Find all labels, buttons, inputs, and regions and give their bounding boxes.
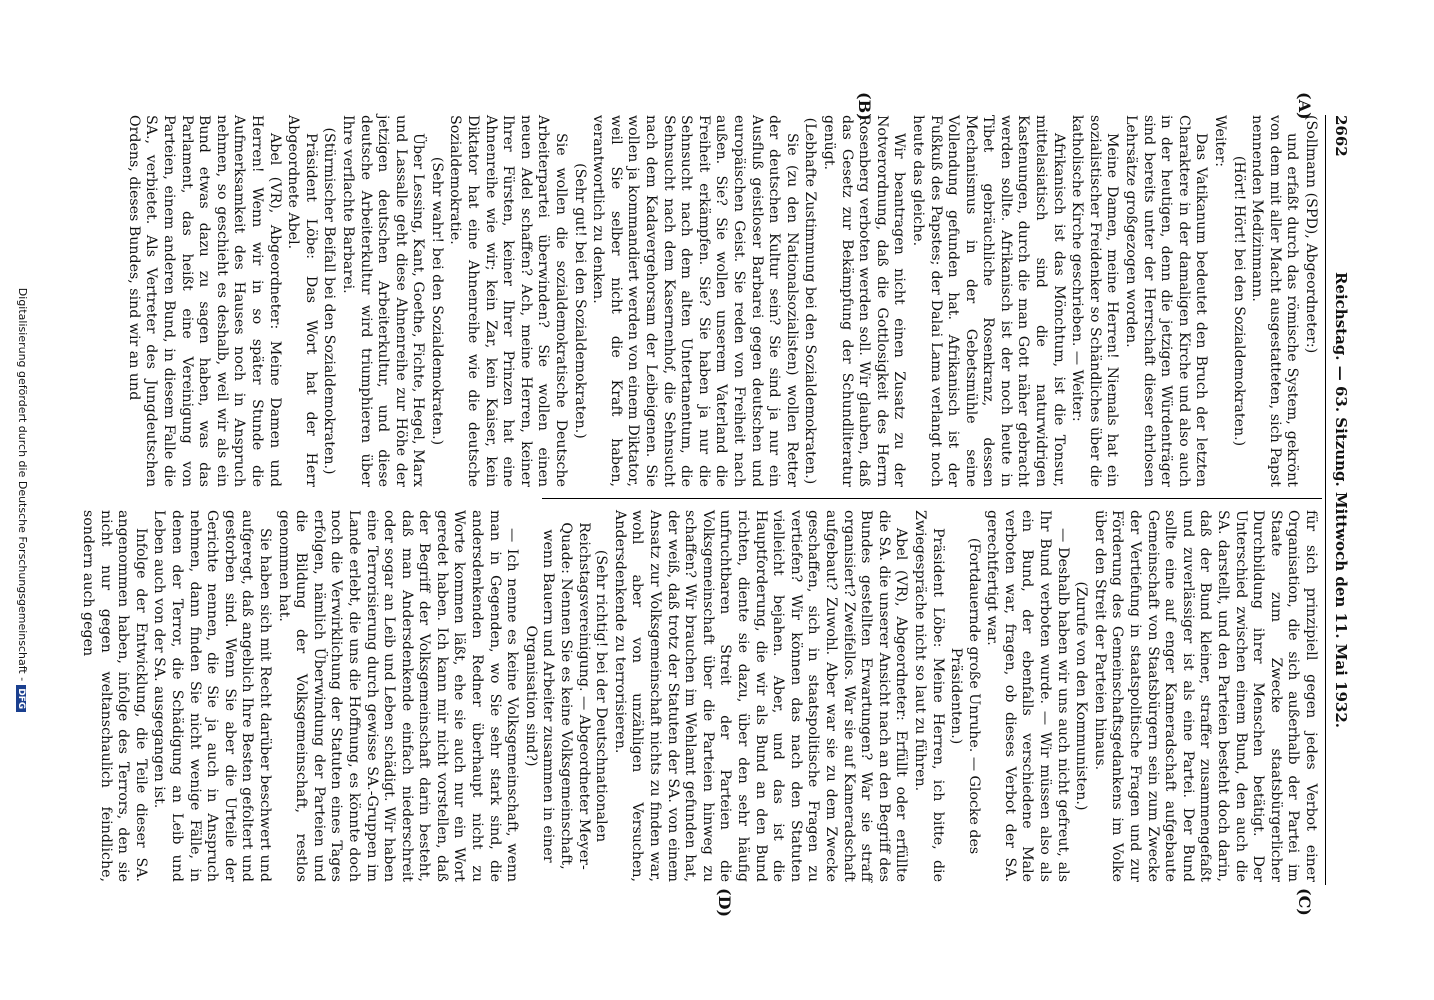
paragraph: — Ich nenne es keine Volksgemeinschaft, wenn man in Gegenden, wo Sie sehr stark sind, die andersdenkenden Redner überhaupt nicht zu Worte kommen läßt, ehe sie auch nur ein Wort geredet haben. Ich kann mir nicht vorstellen, daß der Begriff der Volksgemeinschaft darin besteht, daß man Andersdenkende einfach niederschreit oder sogar an Leib und Leben schädigt. Wir haben eine Terrorisierung durch gewisse SA.-Gruppen im Lande erlebt, die uns die Hoffnung, es könnte doch noch die Verwirklichung der Statuten eines Tages erfolgen, nämlich Überwindung der Parteien und die Bildung der Volksgemeinschaft, restlos genommen hat. bbox=[275, 510, 521, 882]
speaker-paragraph: Abel (VR), Abgeordneter: Meine Damen und Herren! Wenn wir in so später Stunde die Aufmerksamkeit des Hauses noch in Anspruch nehmen, so geschieht es deshalb, weil wir als ein Bund etwas dazu zu sagen haben, was das Parlament, das heißt eine Vereinigung von Parteien, einem anderen Bund, in diesem Falle die SA., verbietet. Als Vertreter des Jungdeutschen Ordens, dieses Bundes, sind wir an und bbox=[125, 115, 283, 487]
paragraph: für sich prinzipiell gegen jedes Verbot einer Organisation, die sich außerhalb der Partei im Staate zum Zwecke staatsbürgerlicher Durchbildung ihrer Menschen betätigt. Der Unterschied zwischen einem Bund, den auch die SA. darstellt, und den Parteien besteht doch darin, daß der Bund kleiner, straffer zusammengefaßt und zuverlässiger ist als eine Partei. Der Bund sollte eine auf enger Kameradschaft aufgebaute Gemeinschaft von Staatsbürgern sein zum Zwecke der Vertiefung in staatspolitische Fragen und zur Förderung des Gemeinschaftsgedankens im Volke über den Streit der Parteien hinaus. bbox=[1091, 510, 1319, 882]
speaker-paragraph: Präsident Löbe: Das Wort hat der Herr Abgeordnete Abel. bbox=[285, 115, 319, 487]
paragraph: Über Lessing, Kant, Goethe, Fichte, Hegel, Marx und Lassalle geht diese Ahnenreihe zur Höhe der jetzigen deutschen Arbeiterkultur, und diese deutsche Arbeiterkultur wird triumphieren über Ihre verflachte Barbarei. bbox=[339, 115, 427, 487]
speaker-paragraph: Präsident Löbe: Meine Herren, ich bitte, die Zwiegespräche nicht so laut zu führen. bbox=[911, 510, 946, 882]
interjection: (Lebhafte Zustimmung bei den Sozialdemokraten.) bbox=[802, 117, 819, 485]
interjection: (Stürmischer Beifall bei den Sozialdemokraten.) bbox=[321, 127, 338, 475]
paragraph: Infolge der Entwicklung, die Teile dieser SA. angenommen haben, infolge des Terrors, den sie nicht nur gegen weltanschaulich feindliche, sondern auch gegen bbox=[80, 510, 149, 882]
margin-marker-c: (C) bbox=[1295, 888, 1314, 916]
interjection: (Sehr wahr! bei den Sozialdemokraten.) bbox=[428, 156, 445, 446]
paragraph: Wir beantragen nicht einen Zusatz zu der Notverordnung, daß die Gottlosigkeit des Herrn Rosenberg verboten werden soll. Wir glauben, daß das Gesetz zur Bekämpfung der Schundliteratur genügt. bbox=[820, 115, 908, 487]
paragraph: Sie haben sich mit Recht darüber beschwert und aufgeregt, daß angeblich Ihre Besten gefoltert und gestorben sind. Wenn Sie aber die Urteile der Gerichte nennen, die Sie ja auch in Anspruch nehmen, dann finden Sie nicht wenige Fälle, in denen der Terror, die Schädigung an Leib und Leben auch von der SA. ausgegangen ist. bbox=[151, 510, 273, 882]
quote: Das Vatikanum bedeutet den Bruch der letzten Charaktere in der damaligen Kirche und also auch in der heutigen, denn die jetzigen Würdenträger sind bereits unter der Herrschaft dieser ehrlosen Lehrsätze großgezogen worden. bbox=[1123, 115, 1210, 487]
margin-marker-d: (D) bbox=[715, 888, 734, 918]
margin-marker-b: (B) bbox=[855, 92, 874, 121]
interjection: (Fortdauernde große Unruhe. — Glocke des Präsidenten.) bbox=[948, 537, 982, 855]
paragraph: Meine Damen, meine Herren! Niemals hat ein sozialistischer Freidenker so Schändliches über die katholische Kirche geschrieben. — Weiter: bbox=[1069, 115, 1121, 487]
dfg-logo: DFG bbox=[16, 685, 26, 712]
speaker-paragraph: Abel (VR), Abgeordneter: Erfüllt oder erfüllte die SA. die unserer Ansicht nach an den Begriff des Bundes gestellten Erwartungen? War sie straff organisiert? Zweifellos. War sie auf Kameradschaft aufgebaut? Zuwohl. Aber war sie zu dem Zwecke geschaffen, sich in staatspolitische Fragen zu vertiefen? Wir können das nach den Statuten vielleicht bejahen. Aber, und das ist die Hauptforderung, die wir als Bund an den Bund richten, diente sie dazu, über den sehr häufig unfruchtbaren Streit der Parteien die Volksgemeinschaft über die Parteien hinweg zu schaffen? Wir brauchen im Wehlamt gefunden hat, der weiß, daß trotz der Statuten der SA. von einem Ansatz zur Volksgemeinschaft nichts zu finden war, wohl aber von unzähligen Versuchen, Andersdenkende zu terrorisieren. bbox=[611, 510, 910, 882]
paragraph: Weiter: bbox=[1212, 115, 1229, 168]
paragraph: — Deshalb haben wir uns auch nicht gefreut, als Ihr Bund verboten wurde. — Wir müssen also als ein Bund, der ebenfalls verschiedene Male verboten war, fragen, ob dieses Verbot der SA. gerechtfertigt war. bbox=[984, 510, 1071, 882]
paragraph: Sie wollen die sozialdemokratische Deutsche Arbeiterpartei überwinden? Sie wollen einen neuen Adel schaffen? Ach, meine Herren, keiner Ihrer Fürsten, keiner Ihrer Prinzen hat eine Ahnenreihe wie wir; kein Zar, kein Kaiser, kein Diktator hat eine Ahnenreihe wie die deutsche Sozialdemokratie. bbox=[447, 115, 570, 487]
paragraph: und erfaßt durch das römische System, gekrönt von dem mit aller Macht ausgestatteten, sich Papst nennenden Medizinmann. bbox=[1249, 115, 1301, 487]
column-divider bbox=[542, 498, 1322, 499]
quote: Afrikanisch ist das Mönchtum, ist die Tonsur, mittelasiatisch sind die naturwidrigen Kastenungen, durch die man Gott näher gebracht werden sollte. Afrikanisch ist der noch heute in Tibet gebräuchliche Rosenkranz, dessen Mechanismus in der Gebetsmühle seine Vollendung gefunden hat. Afrikanisch ist der Fußkuß des Papstes; der Dalai Lama verlangt noch heute das gleiche. bbox=[909, 115, 1067, 487]
page-number: 2662 bbox=[1332, 115, 1350, 157]
interjection: (Hört! Hört! bei den Sozialdemokraten.) bbox=[1230, 155, 1247, 447]
interjection: (Sehr richtig! bei der Deutschnationalen Reichstagsvereinigung. — Abgeordneter Meyer-Quade: Nennen Sie es keine Volksgemeinschaft, wenn Bauern und Arbeiter zusammen in einer Organisation sind?) bbox=[522, 522, 610, 870]
paragraph: Sie (zu den Nationalsozialisten) wollen Retter der deutschen Kultur sein? Sie sind ja nur ein Ausfluß geistloser Barbarei gegen deutschen und europäischen Geist. Sie reden von Freiheit nach außen. Sie? Sie wollen unserem Vaterland die Freiheit erkämpfen. Sie? Sie haben ja nur die Sehnsucht nach dem alten Untertanentum, die Sehnsucht nach dem Kasernenhof, die Sehnsucht nach dem Kadavergehorsam der Leibeigenen. Sie wollen ja kommandiert werden von einem Diktator, weil Sie selber nicht die Kraft haben, verantwortlich zu denken. bbox=[590, 115, 800, 487]
left-column bbox=[123, 115, 1319, 487]
interjection: (Sehr gut! bei den Sozialdemokraten.) bbox=[571, 163, 588, 439]
page-header bbox=[1325, 115, 1350, 885]
header-title: Reichstag. — 63. Sitzung. Mittwoch den 11. Mai 1932. bbox=[1332, 271, 1350, 729]
interjection: (Zurufe von den Kommunisten.) bbox=[1073, 581, 1090, 811]
right-column bbox=[77, 510, 1319, 882]
digitization-credit bbox=[9, 0, 29, 1000]
credit-text: Digitalisierung gefördert durch die Deutsche Forschungsgemeinschaft - bbox=[16, 287, 29, 682]
margin-marker-a: (A) bbox=[1295, 92, 1314, 120]
paragraph: (Sollmann (SPD), Abgeordneter:) bbox=[1303, 115, 1319, 354]
